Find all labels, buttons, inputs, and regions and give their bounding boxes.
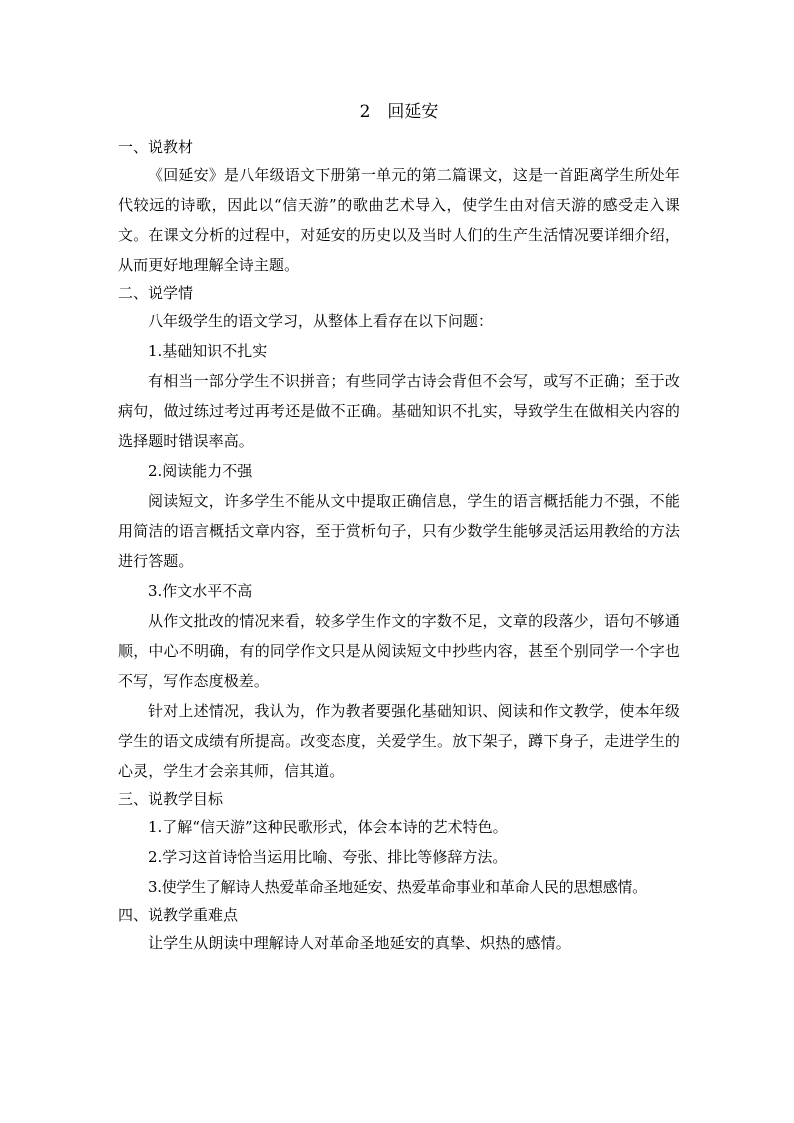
paragraph-intro: 八年级学生的语文学习，从整体上看存在以下问题：: [148, 312, 494, 330]
goal-item: 3.使学生了解诗人热爱革命圣地延安、热爱革命事业和革命人民的思想感情。: [148, 878, 647, 896]
document-page: [118, 96, 680, 958]
section-teaching-goals: [118, 786, 680, 902]
section-heading: 三、说教学目标: [118, 790, 224, 808]
section-heading: 四、说教学重难点: [118, 906, 239, 924]
paragraph-conclusion: 针对上述情况，我认为，作为教者要强化基础知识、阅读和作文教学，使本年级学生的语文成绩有所提高。改变态度，关爱学生。放下架子，蹲下身子，走进学生的心灵，学生才会亲其师，信其道。: [118, 702, 680, 780]
point-label: 3.作文水平不高: [148, 582, 253, 600]
goal-item: 2.学习这首诗恰当运用比喻、夸张、排比等修辞方法。: [148, 848, 508, 866]
section-key-difficulties: [118, 902, 680, 958]
point-label: 2.阅读能力不强: [148, 462, 253, 480]
section-heading: 二、说学情: [118, 284, 194, 302]
paragraph: 《回延安》是八年级语文下册第一单元的第二篇课文，这是一首距离学生所处年代较远的诗歌，因此以“信天游”的歌曲艺术导入，使学生由对信天游的感受走入课文。在课文分析的过程中，对延安的历史以及当时人们的生产生活情况要详细介绍，从而更好地理解全诗主题。: [118, 166, 680, 274]
goal-item: 1.了解“信天游”这种民歌形式，体会本诗的艺术特色。: [148, 818, 508, 836]
section-student-analysis: [118, 280, 680, 786]
point-text: 有相当一部分学生不识拼音；有些同学古诗会背但不会写，或写不正确；至于改病句，做过练过考过再考还是做不正确。基础知识不扎实，导致学生在做相关内容的选择题时错误率高。: [118, 372, 680, 450]
section-heading: 一、说教材: [118, 138, 194, 156]
section-teaching-material: [118, 134, 680, 280]
point-text: 从作文批改的情况来看，较多学生作文的字数不足，文章的段落少，语句不够通顺，中心不明确，有的同学作文只是从阅读短文中抄些内容，甚至个别同学一个字也不写，写作态度极差。: [118, 612, 680, 690]
point-label: 1.基础知识不扎实: [148, 342, 268, 360]
point-text: 阅读短文，许多学生不能从文中提取正确信息，学生的语言概括能力不强，不能用简洁的语言概括文章内容，至于赏析句子，只有少数学生能够灵活运用教给的方法进行答题。: [118, 492, 680, 570]
paragraph: 让学生从朗读中理解诗人对革命圣地延安的真挚、炽热的感情。: [148, 934, 571, 952]
document-title: 2 回延安: [359, 102, 439, 122]
